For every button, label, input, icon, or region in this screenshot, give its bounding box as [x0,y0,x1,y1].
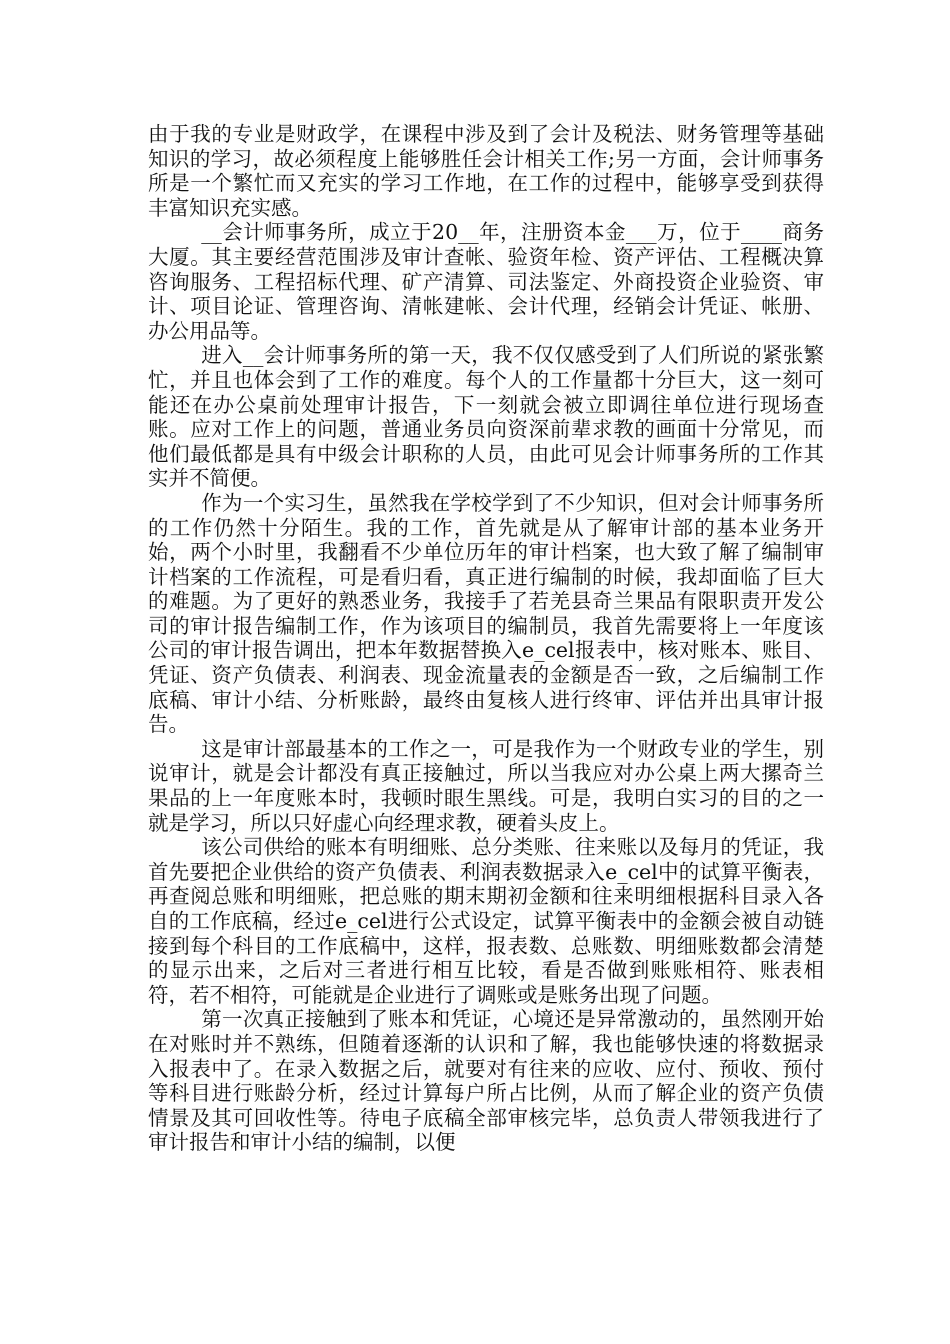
document-body [148,122,824,1155]
paragraph-first-day: 进入__会计师事务所的第一天，我不仅仅感受到了人们所说的紧张繁忙，并且也体会到了工作的难度。每个人的工作量都十分巨大，这一刻可能还在办公桌前处理审计报告，下一刻就会被立即调往单位进行现场查账。应对工作上的问题，普通业务员向资深前辈求教的画面十分常见，而他们最低都是具有中级会计职称的人员，由此可见会计师事务所的工作其实并不简便。 [148,343,824,491]
paragraph-major-intro: 由于我的专业是财政学，在课程中涉及到了会计及税法、财务管理等基础知识的学习，故必须程度上能够胜任会计相关工作;另一方面，会计师事务所是一个繁忙而又充实的学习工作地，在工作的过程中，能够享受到获得丰富知识充实感。 [148,122,824,220]
paragraph-audit-basics: 这是审计部最基本的工作之一，可是我作为一个财政专业的学生，别说审计，就是会计都没有真正接触过，所以当我应对办公桌上两大摞奇兰果品的上一年度账本时，我顿时眼生黑线。可是，我明白实习的目的之一就是学习，所以只好虚心向经理求教，硬着头皮上。 [148,736,824,835]
paragraph-intern-work: 作为一个实习生，虽然我在学校学到了不少知识，但对会计师事务所的工作仍然十分陌生。我的工作，首先就是从了解审计部的基本业务开始，两个小时里，我翻看不少单位历年的审计档案，也大致了解了编制审计档案的工作流程，可是看归看，真正进行编制的时候，我却面临了巨大的难题。为了更好的熟悉业务，我接手了若羌县奇兰果品有限职责开发公司的审计报告编制工作，作为该项目的编制员，我首先需要将上一年度该公司的审计报告调出，把本年数据替换入e_cel报表中，核对账本、账目、凭证、资产负债表、利润表、现金流量表的金额是否一致，之后编制工作底稿、审计小结、分析账龄，最终由复核人进行终审、评估并出具审计报告。 [148,490,824,737]
paragraph-first-contact: 第一次真正接触到了账本和凭证，心境还是异常激动的，虽然刚开始在对账时并不熟练，但随着逐渐的认识和了解，我也能够快速的将数据录入报表中了。在录入数据之后，就要对有往来的应收、应付、预收、预付等科目进行账龄分析，经过计算每户所占比例，从而了解企业的资产负债情景及其可回收性等。待电子底稿全部审核完毕，总负责人带领我进行了审计报告和审计小结的编制，以便 [148,1007,824,1155]
paragraph-ledger-process: 该公司供给的账本有明细账、总分类账、往来账以及每月的凭证，我首先要把企业供给的资产负债表、利润表数据录入e_cel中的试算平衡表，再查阅总账和明细账，把总账的期末期初金额和往来明细根据科目录入各自的工作底稿，经过e_cel进行公式设定，试算平衡表中的金额会被自动链接到每个科目的工作底稿中，这样，报表数、总账数、明细账数都会清楚的显示出来，之后对三者进行相互比较，看是否做到账账相符、账表相符，若不相符，可能就是企业进行了调账或是账务出现了问题。 [148,835,824,1007]
paragraph-firm-profile: __会计师事务所，成立于20__年，注册资本金___万，位于____商务大厦。其主要经营范围涉及审计查帐、验资年检、资产评估、工程概决算咨询服务、工程招标代理、矿产清算、司法鉴定、外商投资企业验资、审计、项目论证、管理咨询、清帐建帐、会计代理，经销会计凭证、帐册、办公用品等。 [148,220,824,343]
